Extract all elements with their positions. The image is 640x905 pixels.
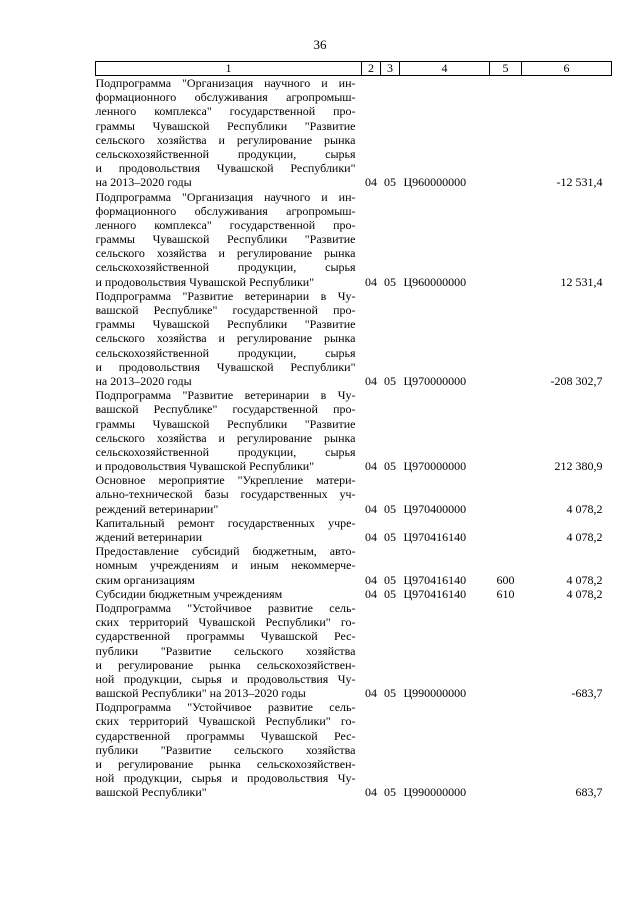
row-expense-type <box>490 289 522 388</box>
row-subsection: 05 <box>384 529 396 544</box>
row-target-article: Ц970416140 <box>403 586 467 601</box>
row-section: 04 <box>365 785 377 800</box>
row-name-line: сударственной программы Чувашской Рес- <box>95 629 356 644</box>
row-name-line: Подпрограмма "Развитие ветеринарии в Чу- <box>95 288 356 303</box>
row-section: 04 <box>365 686 377 701</box>
row-section: 04 <box>365 572 377 587</box>
row-amount: -12 531,4 <box>556 175 603 190</box>
row-expense-type <box>490 190 522 289</box>
row-subsection: 05 <box>384 274 396 289</box>
row-name-line: Подпрограмма "Организация научного и ин- <box>95 76 356 90</box>
row-name <box>96 700 362 799</box>
table-row <box>96 516 612 544</box>
row-target-article: Ц970400000 <box>403 501 467 516</box>
row-name-line: ских территорий Чувашской Республики" го- <box>95 714 356 729</box>
row-name-line: сельского хозяйства и регулирование рынка <box>95 132 356 147</box>
row-target-article: Ц970000000 <box>403 373 467 388</box>
row-name-line: граммы Чувашской Республики "Развитие <box>95 317 356 332</box>
row-name-line: ским организациям <box>95 572 195 587</box>
row-section: 04 <box>365 175 377 190</box>
row-name-line: ждений ветеринарии <box>95 530 202 544</box>
row-amount: 683,7 <box>575 785 603 800</box>
row-expense-type <box>490 473 522 516</box>
row-name <box>96 601 362 700</box>
row-name-line: Предоставление субсидий бюджетным, авто- <box>95 544 356 559</box>
row-expense-type <box>490 700 522 799</box>
row-target-article: Ц970416140 <box>403 529 467 544</box>
row-name <box>96 544 362 587</box>
row-expense-type: 610 <box>496 586 515 601</box>
row-name-line: граммы Чувашской Республики "Развитие <box>95 232 356 247</box>
row-subsection: 05 <box>384 501 396 516</box>
row-name-line: Подпрограмма "Устойчивое развитие сель- <box>95 700 356 715</box>
row-name-line: и продовольствия Чувашской Республики" <box>95 459 315 474</box>
row-name-line: публики "Развитие сельского хозяйства <box>95 643 356 658</box>
row-name-line: и регулирование рынка сельскохозяйствен- <box>95 657 356 672</box>
row-name-line: вашской Республике" государственной про- <box>95 303 356 317</box>
table-row <box>96 289 612 388</box>
column-header-amount: 6 <box>522 62 612 76</box>
row-amount: 4 078,2 <box>566 529 603 544</box>
row-section: 04 <box>365 529 377 544</box>
row-name <box>96 76 362 190</box>
row-name <box>96 516 362 544</box>
row-name-line: ально-технической базы государственных уч- <box>95 487 356 502</box>
row-subsection: 05 <box>384 175 396 190</box>
row-subsection: 05 <box>384 572 396 587</box>
row-name-line: формационного обслуживания агропромыш- <box>95 203 356 218</box>
row-amount: 212 380,9 <box>554 459 603 474</box>
row-name-line: сельского хозяйства и регулирование рынка <box>95 246 356 261</box>
header-row <box>96 62 612 76</box>
row-name-line: граммы Чувашской Республики "Развитие <box>95 416 356 431</box>
table-row <box>96 700 612 799</box>
row-name-line: Подпрограмма "Устойчивое развитие сель- <box>95 600 356 615</box>
row-name-line: граммы Чувашской Республики "Развитие <box>95 118 356 133</box>
row-name-line: сельскохозяйственной продукции, сырья <box>95 345 356 360</box>
row-amount: 12 531,4 <box>560 274 603 289</box>
row-section: 04 <box>365 459 377 474</box>
row-name-line: ленного комплекса" государственной про- <box>95 217 356 232</box>
table-body <box>96 76 612 800</box>
row-target-article: Ц990000000 <box>403 785 467 800</box>
row-expense-type <box>490 601 522 700</box>
row-target-article: Ц970000000 <box>403 459 467 474</box>
row-target-article: Ц970416140 <box>403 572 467 587</box>
row-name-line: на 2013–2020 годы <box>95 373 192 388</box>
row-name-line: сударственной программы Чувашской Рес- <box>95 728 356 743</box>
column-header-section: 2 <box>362 62 381 76</box>
row-section: 04 <box>365 373 377 388</box>
row-name-line: вашской Республике" государственной про- <box>95 402 356 417</box>
row-subsection: 05 <box>384 373 396 388</box>
column-header-target-article: 4 <box>400 62 490 76</box>
column-header-subsection: 3 <box>381 62 400 76</box>
row-amount: -683,7 <box>571 686 603 701</box>
row-section: 04 <box>365 274 377 289</box>
row-name <box>96 289 362 388</box>
row-target-article: Ц990000000 <box>403 686 467 701</box>
row-name-line: сельского хозяйства и регулирование рынка <box>95 331 356 346</box>
row-name-line: и продовольствия Чувашской Республики" <box>95 274 315 289</box>
row-name-line: формационного обслуживания агропромыш- <box>95 90 356 105</box>
row-amount: 4 078,2 <box>566 501 603 516</box>
row-subsection: 05 <box>384 785 396 800</box>
row-name-line: сельскохозяйственной продукции, сырья <box>95 260 356 275</box>
row-subsection: 05 <box>384 459 396 474</box>
row-amount: -208 302,7 <box>550 373 603 388</box>
row-name-line: номным учреждениям и иным некоммерче- <box>95 558 356 573</box>
row-name-line: сельскохозяйственной продукции, сырья <box>95 444 356 459</box>
row-expense-type: 600 <box>496 572 515 587</box>
column-header-expense-type: 5 <box>490 62 522 76</box>
row-name-line: ной продукции, сырья и продовольствия Чу- <box>95 771 356 786</box>
table-row <box>96 587 612 601</box>
row-name-line: ной продукции, сырья и продовольствия Чу- <box>95 671 356 686</box>
table-row <box>96 473 612 516</box>
row-name-line: ленного комплекса" государственной про- <box>95 104 356 119</box>
row-name-line: и регулирование рынка сельскохозяйствен- <box>95 757 356 772</box>
row-expense-type <box>490 388 522 473</box>
row-expense-type <box>490 76 522 190</box>
row-subsection: 05 <box>384 586 396 601</box>
row-target-article: Ц960000000 <box>403 175 467 190</box>
row-subsection: 05 <box>384 686 396 701</box>
row-name <box>96 388 362 473</box>
table-row <box>96 601 612 700</box>
table-row <box>96 388 612 473</box>
row-name-line: Капитальный ремонт государственных учре- <box>95 515 356 530</box>
row-name-line: Основное мероприятие "Укрепление матери- <box>95 473 356 488</box>
table-row <box>96 76 612 190</box>
table-row <box>96 544 612 587</box>
row-section: 04 <box>365 501 377 516</box>
row-amount: 4 078,2 <box>566 586 603 601</box>
row-name-line: сельского хозяйства и регулирование рынка <box>95 430 356 445</box>
page-number: 36 <box>313 37 327 52</box>
row-name-line: вашской Республики" <box>95 785 207 800</box>
row-name-line: и продовольствия Чувашской Республики" <box>95 161 356 176</box>
row-name-line: Субсидии бюджетным учреждениям <box>95 586 283 601</box>
row-name <box>96 473 362 516</box>
table-row <box>96 190 612 289</box>
row-name-line: и продовольствия Чувашской Республики" <box>95 359 356 374</box>
row-name-line: ских территорий Чувашской Республики" го- <box>95 615 356 630</box>
row-name-line: реждений ветеринарии" <box>95 501 219 516</box>
budget-table <box>95 61 612 800</box>
row-name <box>96 190 362 289</box>
row-name-line: публики "Развитие сельского хозяйства <box>95 742 356 757</box>
row-name-line: на 2013–2020 годы <box>95 175 192 190</box>
row-name-line: Подпрограмма "Организация научного и ин- <box>95 189 356 204</box>
row-name-line: Подпрограмма "Развитие ветеринарии в Чу- <box>95 388 356 403</box>
row-name-line: сельскохозяйственной продукции, сырья <box>95 146 356 161</box>
row-name-line: вашской Республики" на 2013–2020 годы <box>95 686 306 701</box>
row-name <box>96 587 362 601</box>
row-amount: 4 078,2 <box>566 572 603 587</box>
row-target-article: Ц960000000 <box>403 274 467 289</box>
row-section: 04 <box>365 586 377 601</box>
column-header-name: 1 <box>96 62 362 76</box>
row-expense-type <box>490 516 522 544</box>
